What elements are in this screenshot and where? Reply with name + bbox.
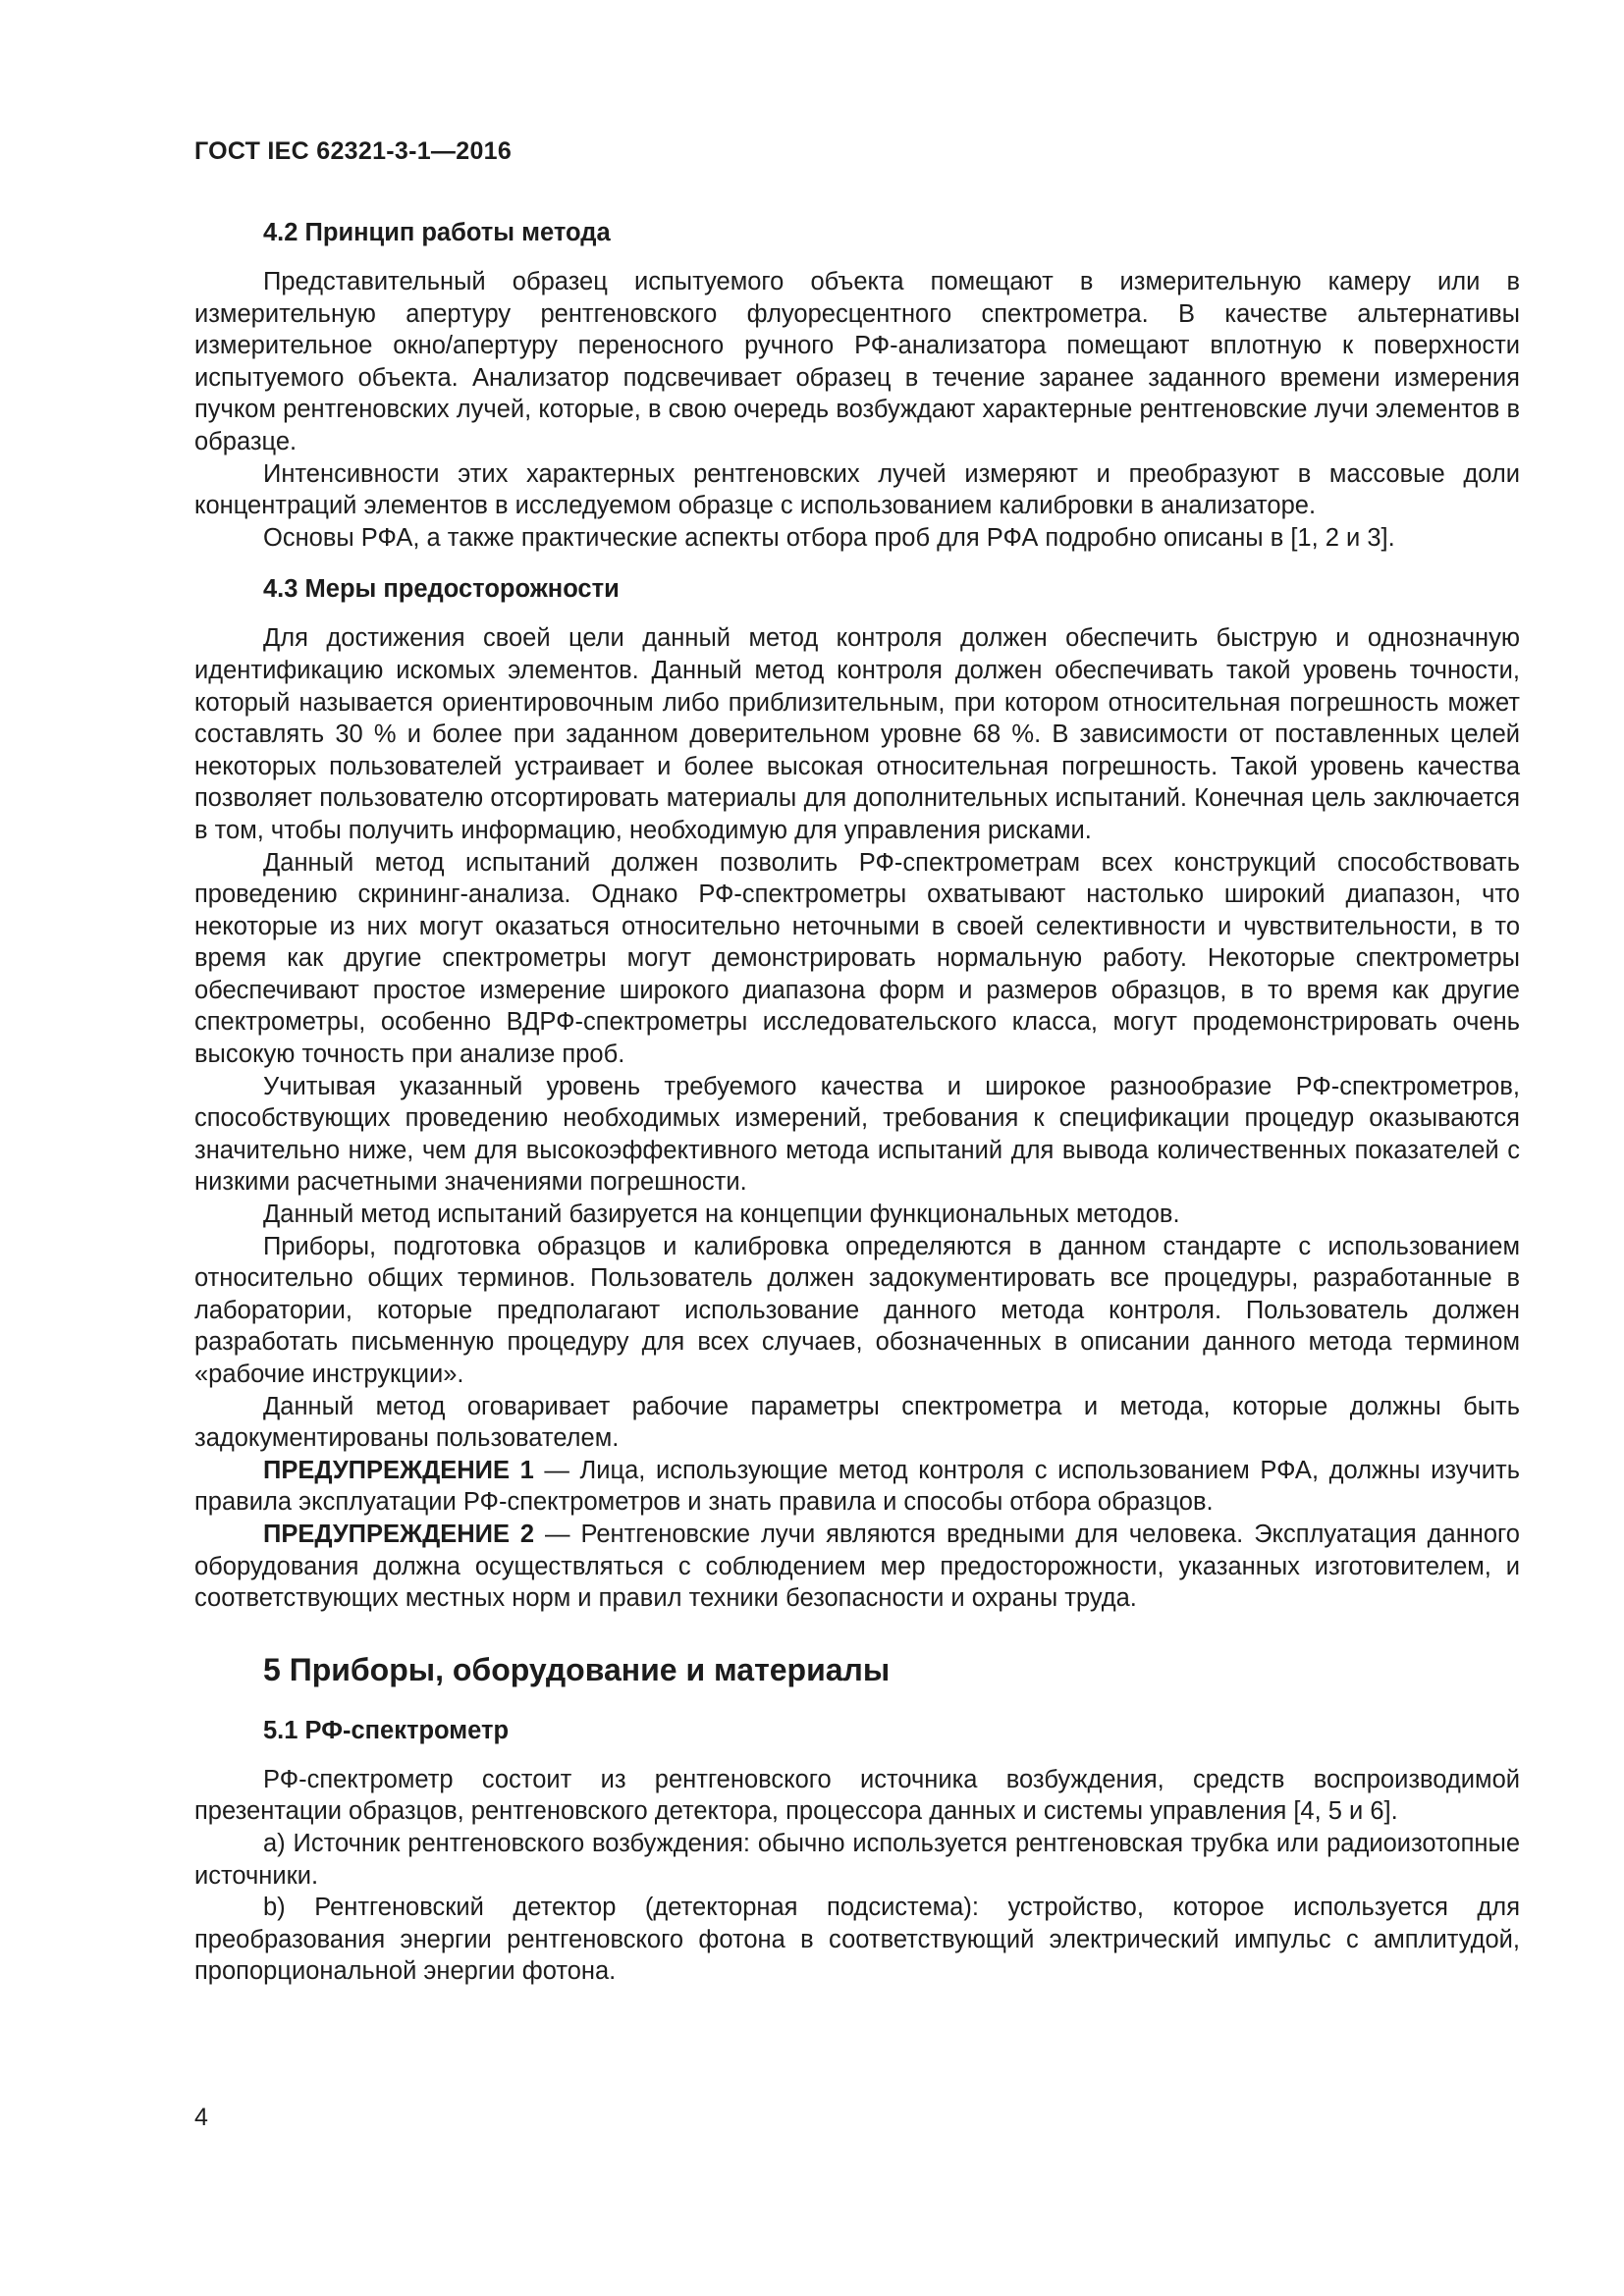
section-4-3-title: 4.3 Меры предосторожности xyxy=(263,575,620,604)
warning-2-text: — Рентгеновские лучи являются вредными для человека. Эксплуатация данного оборудования должна осуществляться с соблюдением мер предосторожности, указанных изготовителем, и соответствующих местных норм и правил техники безопасности и охраны труда. xyxy=(194,1520,1520,1613)
section-4-3-paragraph: Приборы, подготовка образцов и калибровка определяются в данном стандарте с использованием относительно общих терминов. Пользователь должен задокументировать все процедуры, разработанные в лаборатории, которые предполагают использование данного метода контроля. Пользователь должен разработать письменную процедуру для всех случаев, обозначенных в описании данного метода термином «рабочие инструкции». xyxy=(194,1232,1520,1388)
warning-1 xyxy=(194,1455,1520,1519)
section-4-2-paragraph: Интенсивности этих характерных рентгеновских лучей измеряют и преобразуют в массовые доли концентраций элементов в исследуемом образце с использованием калибровки в анализаторе. xyxy=(194,459,1520,520)
section-5-1-list-item-a: a) Источник рентгеновского возбуждения: обычно используется рентгеновская трубка или радиоизотопные источники. xyxy=(194,1829,1520,1890)
section-4-2-paragraph: Представительный образец испытуемого объекта помещают в измерительную камеру или в измерительную апертуру рентгеновского флуоресцентного спектрометра. В качестве альтернативы измерительное окно/апертуру переносного ручного РФ-анализатора помещают вплотную к поверхности испытуемого объекта. Анализатор подсвечивает образец в течение заранее заданного времени измерения пучком рентгеновских лучей, которые, в свою очередь возбуждают характерные рентгеновские лучи элементов в образце. xyxy=(194,268,1520,455)
section-4-3-paragraph: Учитывая указанный уровень требуемого качества и широкое разнообразие РФ-спектрометров, способствующих проведению необходимых измерений, требования к спецификации процедур оказываются значительно ниже, чем для высокоэффективного метода испытаний для вывода количественных показателей с низкими расчетными значениями погрешности. xyxy=(194,1072,1520,1197)
warning-1-text: — Лица, использующие метод контроля с использованием РФА, должны изучить правила эксплуатации РФ-спектрометров и знать правила и способы отбора образцов. xyxy=(194,1456,1520,1517)
section-5-title: 5 Приборы, оборудование и материалы xyxy=(263,1651,891,1687)
document-page xyxy=(194,137,1520,1988)
section-4-3-paragraph: Данный метод оговаривает рабочие параметры спектрометра и метода, которые должны быть задокументированы пользователем. xyxy=(194,1392,1520,1453)
section-5-1-list-item-b: b) Рентгеновский детектор (детекторная подсистема): устройство, которое используется для преобразования энергии рентгеновского фотона в соответствующий электрический импульс с амплитудой, пропорциональной энергии фотона. xyxy=(194,1894,1520,1986)
page-number: 4 xyxy=(194,2104,208,2131)
warning-2-label: ПРЕДУПРЕЖДЕНИЕ 2 xyxy=(263,1520,535,1548)
section-4-2-title: 4.2 Принцип работы метода xyxy=(263,219,611,246)
document-code-header: ГОСТ IEC 62321-3-1—2016 xyxy=(194,137,513,165)
section-4-3-paragraph: Данный метод испытаний базируется на концепции функциональных методов. xyxy=(263,1201,1180,1229)
section-4-2-paragraph: Основы РФА, а также практические аспекты отбора проб для РФА подробно описаны в [1, 2 и 3]. xyxy=(263,523,1395,552)
warning-1-label: ПРЕДУПРЕЖДЕНИЕ 1 xyxy=(263,1456,534,1484)
warning-2 xyxy=(194,1519,1520,1615)
section-4-3-paragraph: Данный метод испытаний должен позволить РФ-спектрометрам всех конструкций способствовать проведению скрининг-анализа. Однако РФ-спектрометры охватывают настолько широкий диапазон, что некоторые из них могут оказаться относительно неточными в своей селективности и чувствительности, в то время как другие спектрометры могут демонстрировать нормальную работу. Некоторые спектрометры обеспечивают простое измерение широкого диапазона форм и размеров образцов, в то время как другие спектрометры, особенно ВДРФ-спектрометры исследовательского класса, могут продемонстрировать очень высокую точность при анализе проб. xyxy=(194,848,1520,1069)
section-5-1-title: 5.1 РФ-спектрометр xyxy=(263,1716,510,1744)
section-4-3-paragraph: Для достижения своей цели данный метод контроля должен обеспечить быструю и однозначную идентификацию искомых элементов. Данный метод контроля должен обеспечивать такой уровень точности, который называется ориентировочным либо приблизительным, при котором относительная погрешность может составлять 30 % и более при заданном доверительном уровне 68 %. В зависимости от поставленных целей некоторых пользователей устраивает и более высокая относительная погрешность. Такой уровень качества позволяет пользователю отсортировать материалы для дополнительных испытаний. Конечная цель заключается в том, чтобы получить информацию, необходимую для управления рисками. xyxy=(194,624,1520,844)
section-5-1-paragraph: РФ-спектрометр состоит из рентгеновского источника возбуждения, средств воспроизводимой презентации образцов, рентгеновского детектора, процессора данных и системы управления [4, 5 и 6]. xyxy=(194,1765,1520,1826)
